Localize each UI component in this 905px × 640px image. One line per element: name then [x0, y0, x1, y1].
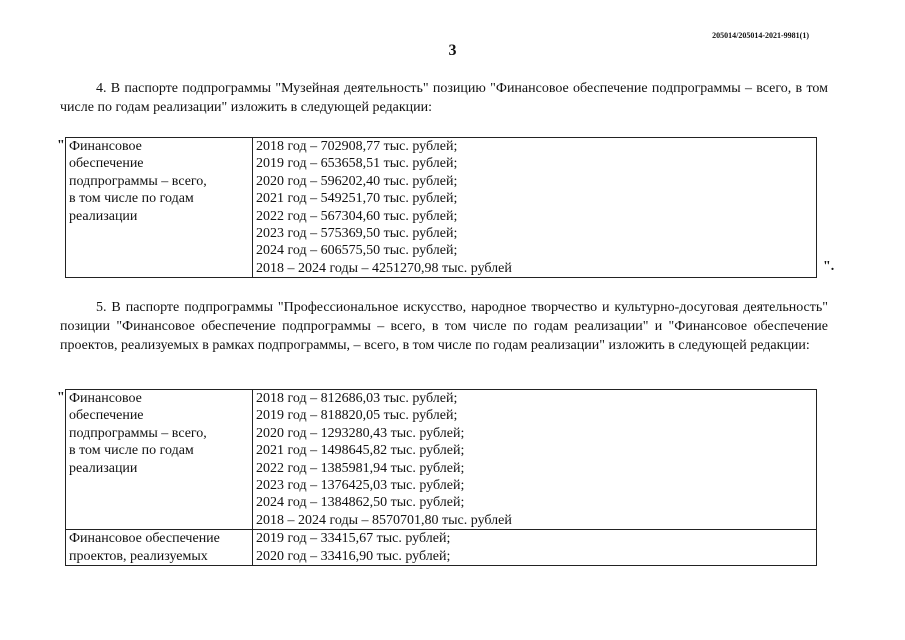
value-line: 2024 год – 606575,50 тыс. рублей; [256, 243, 458, 259]
financing-values-cell [253, 138, 817, 278]
value-line: 2020 год – 596202,40 тыс. рублей; [256, 173, 458, 189]
financing-table-museum [65, 137, 817, 278]
open-quote-mark: " [57, 390, 65, 405]
table-row [66, 530, 817, 566]
label-line: реализации [69, 460, 138, 476]
label-line: проектов, реализуемых [69, 548, 208, 564]
value-line: 2019 год – 33415,67 тыс. рублей; [256, 531, 451, 547]
financing-label-cell [66, 390, 253, 530]
table-row [66, 390, 817, 530]
value-line: 2020 год – 33416,90 тыс. рублей; [256, 548, 451, 564]
value-line: 2023 год – 575369,50 тыс. рублей; [256, 226, 458, 242]
label-line: реализации [69, 208, 138, 224]
value-line: 2022 год – 567304,60 тыс. рублей; [256, 208, 458, 224]
projects-values-cell [253, 530, 817, 566]
label-line: в том числе по годам [69, 443, 194, 459]
value-line: 2019 год – 653658,51 тыс. рублей; [256, 156, 458, 172]
document-id: 205014/205014-2021-9981(1) [712, 31, 809, 40]
value-line: 2024 год – 1384862,50 тыс. рублей; [256, 495, 465, 511]
label-line: в том числе по годам [69, 191, 194, 207]
close-quote-mark: ". [823, 259, 835, 274]
value-line: 2021 год – 1498645,82 тыс. рублей; [256, 443, 465, 459]
label-line: подпрограммы – всего, [69, 425, 207, 441]
value-line: 2018 год – 812686,03 тыс. рублей; [256, 391, 458, 406]
label-line: подпрограммы – всего, [69, 173, 207, 189]
label-line: Финансовое [69, 139, 142, 154]
financing-values-cell [253, 390, 817, 530]
label-line: обеспечение [69, 156, 144, 172]
page-number: 3 [448, 42, 457, 59]
value-line: 2018 – 2024 годы – 4251270,98 тыс. рублей [256, 260, 512, 276]
paragraph-5-text: 5. В паспорте подпрограммы "Профессиональное искусство, народное творчество и культурно-досуговая деятельность" позиции "Финансовое обеспечение подпрограммы – всего, в том числе по годам реализации" и "Финансовое обеспечение проектов, реализуемых в рамках подпрограммы, – всего, в том числе по годам реализации" изложить в следующей редакции: [60, 300, 828, 353]
value-line: 2019 год – 818820,05 тыс. рублей; [256, 408, 458, 424]
projects-label-cell [66, 530, 253, 566]
financing-label-cell [66, 138, 253, 278]
value-line: 2018 год – 702908,77 тыс. рублей; [256, 139, 458, 154]
label-line: обеспечение [69, 408, 144, 424]
value-line: 2018 – 2024 годы – 8570701,80 тыс. рублей [256, 512, 512, 528]
value-line: 2023 год – 1376425,03 тыс. рублей; [256, 478, 465, 494]
paragraph-4-text: 4. В паспорте подпрограммы "Музейная деятельность" позицию "Финансовое обеспечение подпрограммы – всего, в том числе по годам реализации" изложить в следующей редакции: [60, 81, 828, 115]
value-line: 2021 год – 549251,70 тыс. рублей; [256, 191, 458, 207]
value-line: 2022 год – 1385981,94 тыс. рублей; [256, 460, 465, 476]
open-quote-mark: " [57, 138, 65, 153]
financing-table-arts [65, 389, 817, 566]
value-line: 2020 год – 1293280,43 тыс. рублей; [256, 425, 465, 441]
paragraph-5 [60, 298, 828, 355]
paragraph-4 [60, 79, 828, 117]
label-line: Финансовое обеспечение [69, 531, 220, 547]
table-row [66, 138, 817, 278]
label-line: Финансовое [69, 391, 142, 406]
